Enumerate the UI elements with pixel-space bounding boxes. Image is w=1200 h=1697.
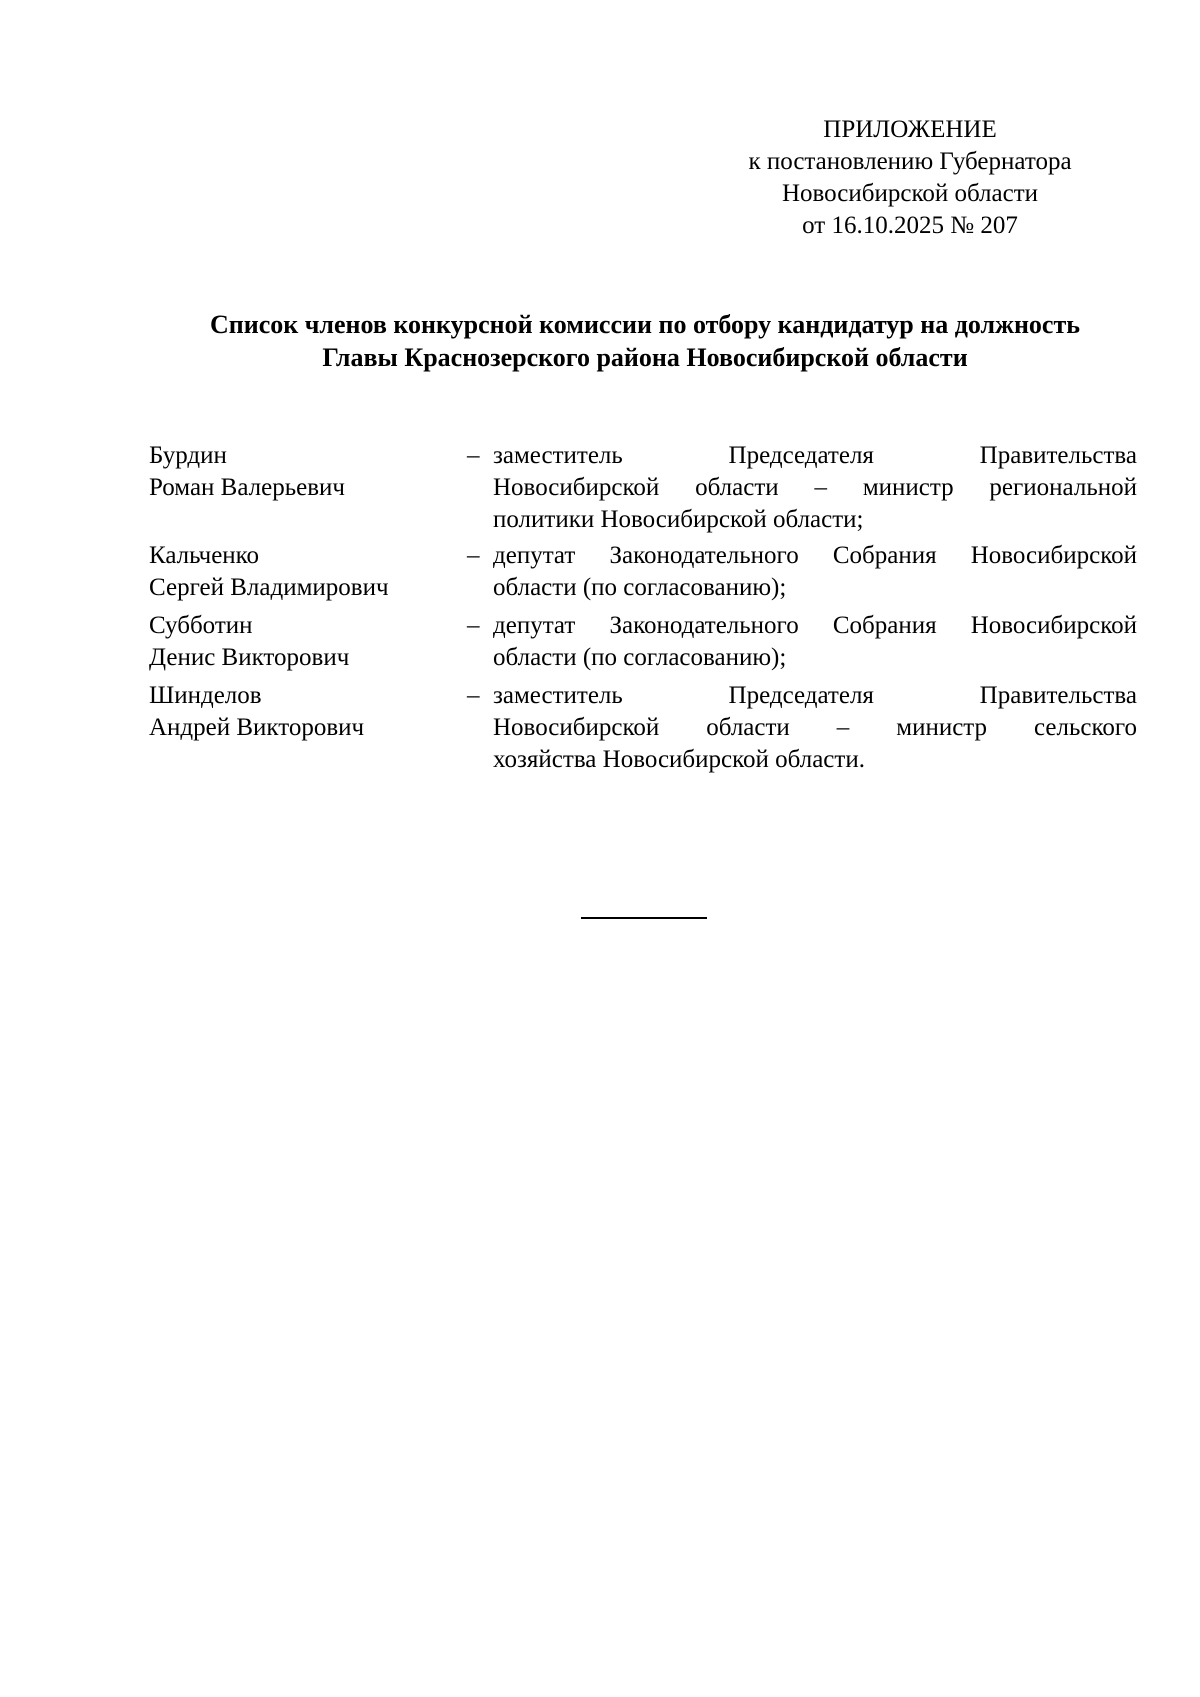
member-position [493,610,1137,676]
member-row [149,610,1137,676]
position-line: области (по согласованию); [493,644,787,671]
position-line: Новосибирской области – министр сельского [493,714,1137,741]
member-row [149,540,1137,606]
appendix-region: Новосибирской области [781,180,1039,207]
member-name [149,610,467,676]
member-dash: – [467,612,480,639]
member-surname: Субботин [149,612,253,639]
position-line: области (по согласованию); [493,574,787,601]
position-line: заместитель Председателя Правительства [493,442,1137,469]
document-title [100,308,1190,374]
position-line: Новосибирской области – министр региональной [493,474,1137,501]
closing-rule [581,917,707,919]
member-given-name: Андрей Викторович [149,714,365,741]
member-surname: Бурдин [149,442,227,469]
member-given-name: Сергей Владимирович [149,574,389,601]
member-row [149,680,1137,776]
appendix-heading: ПРИЛОЖЕНИЕ [823,116,997,143]
member-row [149,440,1137,536]
title-line-1: Список членов конкурсной комиссии по отбору кандидатур на должность [209,310,1080,339]
member-position [493,540,1137,606]
member-position [493,440,1137,536]
appendix-block [740,114,1080,242]
title-line-2: Главы Краснозерского района Новосибирской области [322,343,968,372]
member-position [493,680,1137,776]
position-line: политики Новосибирской области; [493,506,864,533]
member-surname: Кальченко [149,542,260,569]
appendix-reference: к постановлению Губернатора [748,148,1072,175]
member-name [149,540,467,606]
member-dash: – [467,542,480,569]
member-name [149,440,467,536]
position-line: заместитель Председателя Правительства [493,682,1137,709]
position-line: хозяйства Новосибирской области. [493,746,865,773]
position-line: депутат Законодательного Собрания Новосибирской [493,612,1137,639]
appendix-date-number: от 16.10.2025 № 207 [802,212,1018,239]
members-list [149,440,1137,780]
member-given-name: Денис Викторович [149,644,350,671]
member-dash: – [467,442,480,469]
position-line: депутат Законодательного Собрания Новосибирской [493,542,1137,569]
member-dash: – [467,682,480,709]
member-surname: Шинделов [149,682,262,709]
member-given-name: Роман Валерьевич [149,474,345,501]
member-name [149,680,467,776]
